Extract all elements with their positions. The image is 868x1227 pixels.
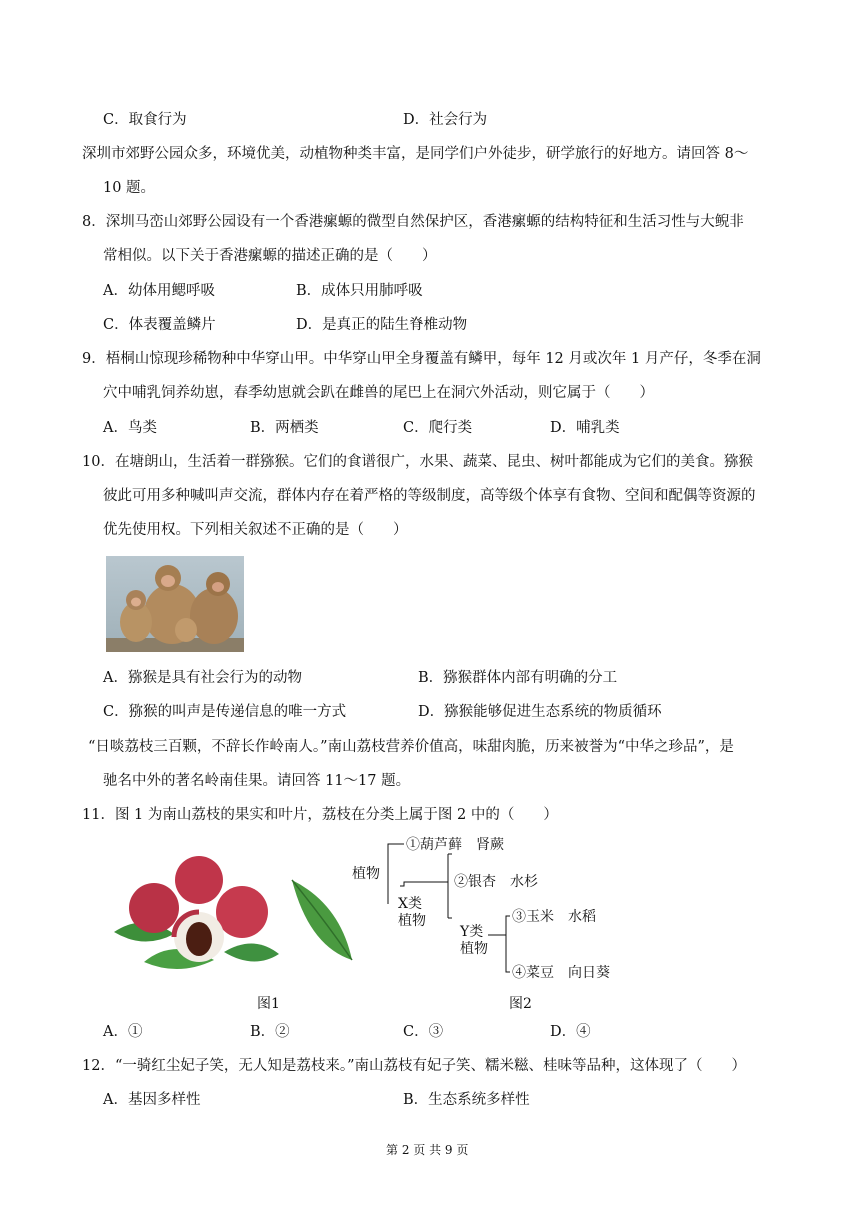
- q8-option-c: C．体表覆盖鳞片: [103, 317, 216, 333]
- q7-option-c: C．取食行为: [103, 112, 187, 128]
- q12-stem-line1: 12．“一骑红尘妃子笑，无人知是荔枝来。”南山荔枝有妃子笑、糯米糍、桂味等品种，这体现了（ ）: [82, 1058, 747, 1074]
- tree-branch-3: [506, 916, 510, 935]
- q8-stem-line1: 8．深圳马峦山郊野公园设有一个香港瘰螈的微型自然保护区，香港瘰螈的结构特征和生活习性与大鲵非: [82, 214, 744, 230]
- fig1-caption: 图1: [257, 996, 280, 1012]
- q11-option-a: A．①: [103, 1024, 143, 1040]
- q8-option-d: D．是真正的陆生脊椎动物: [296, 317, 468, 333]
- q8-option-a: A．幼体用鳃呼吸: [103, 283, 215, 299]
- tree-branch-1: [388, 844, 404, 866]
- q9-option-b: B．两栖类: [250, 420, 319, 436]
- q9-option-a: A．鸟类: [103, 420, 157, 436]
- q8-stem-line2: 常相似。以下关于香港瘰螈的描述正确的是（ ）: [103, 248, 437, 264]
- intro-11-17-line2: 驰名中外的著名岭南佳果。请回答 11～17 题。: [103, 773, 411, 789]
- q7-option-d: D．社会行为: [403, 112, 488, 128]
- tree-x-label-1: X类: [398, 896, 422, 912]
- tree-branch-x: [400, 882, 448, 886]
- q12-option-a: A．基因多样性: [103, 1092, 201, 1108]
- tree-branch-4: [506, 935, 510, 972]
- tree-root-label: 植物: [352, 866, 380, 882]
- tree-x-label-2: 植物: [398, 913, 426, 929]
- q12-option-b: B．生态系统多样性: [403, 1092, 530, 1108]
- tree-y-label-1: Y类: [460, 924, 484, 940]
- q10-stem-line2: 彼此可用多种喊叫声交流，群体内存在着严格的等级制度，高等级个体享有食物、空间和配偶等资源的: [103, 488, 756, 504]
- intro-11-17-line1: “日啖荔枝三百颗，不辞长作岭南人。”南山荔枝营养价值高，味甜肉脆，历来被誉为“中华之珍品”，是: [88, 739, 734, 755]
- q9-stem-line2: 穴中哺乳饲养幼崽，春季幼崽就会趴在雌兽的尾巴上在洞穴外活动，则它属于（ ）: [103, 385, 654, 401]
- tree-node-1: ①葫芦藓 肾蕨: [406, 837, 504, 853]
- tree-node-3: ③玉米 水稻: [512, 909, 596, 925]
- q11-stem-line1: 11．图 1 为南山荔枝的果实和叶片，荔枝在分类上属于图 2 中的（ ）: [82, 807, 558, 823]
- q10-option-c: C．猕猴的叫声是传递信息的唯一方式: [103, 704, 347, 720]
- q9-stem-line1: 9．梧桐山惊现珍稀物种中华穿山甲。中华穿山甲全身覆盖有鳞甲，每年 12 月或次年 1 月产仔，冬季在洞: [82, 351, 761, 367]
- q10-stem-line3: 优先使用权。下列相关叙述不正确的是（ ）: [103, 522, 408, 538]
- q8-option-b: B．成体只用肺呼吸: [296, 283, 423, 299]
- fig2-caption: 图2: [509, 996, 532, 1012]
- classification-tree-diagram: [348, 830, 638, 990]
- intro-8-10-line1: 深圳市郊野公园众多，环境优美，动植物种类丰富，是同学们户外徒步，研学旅行的好地方。请回答 8～: [82, 146, 749, 162]
- q9-option-d: D．哺乳类: [550, 420, 620, 436]
- tree-node-2: ②银杏 水杉: [454, 874, 538, 890]
- q10-stem-line1: 10．在塘朗山，生活着一群猕猴。它们的食谱很广，水果、蔬菜、昆虫、树叶都能成为它们的美食。猕猴: [82, 454, 753, 470]
- q11-option-d: D．④: [550, 1024, 591, 1040]
- lychee-figure: [104, 842, 364, 982]
- q9-option-c: C．爬行类: [403, 420, 473, 436]
- q11-option-b: B．②: [250, 1024, 290, 1040]
- macaque-photo: [106, 556, 244, 652]
- q10-option-a: A．猕猴是具有社会行为的动物: [103, 670, 302, 686]
- tree-y-label-2: 植物: [460, 941, 488, 957]
- tree-node-4: ④菜豆 向日葵: [512, 965, 610, 981]
- page-number-footer: 第 2 页 共 9 页: [386, 1143, 469, 1157]
- q10-option-d: D．猕猴能够促进生态系统的物质循环: [418, 704, 662, 720]
- q11-option-c: C．③: [403, 1024, 444, 1040]
- q10-option-b: B．猕猴群体内部有明确的分工: [418, 670, 618, 686]
- intro-8-10-line2: 10 题。: [103, 180, 156, 196]
